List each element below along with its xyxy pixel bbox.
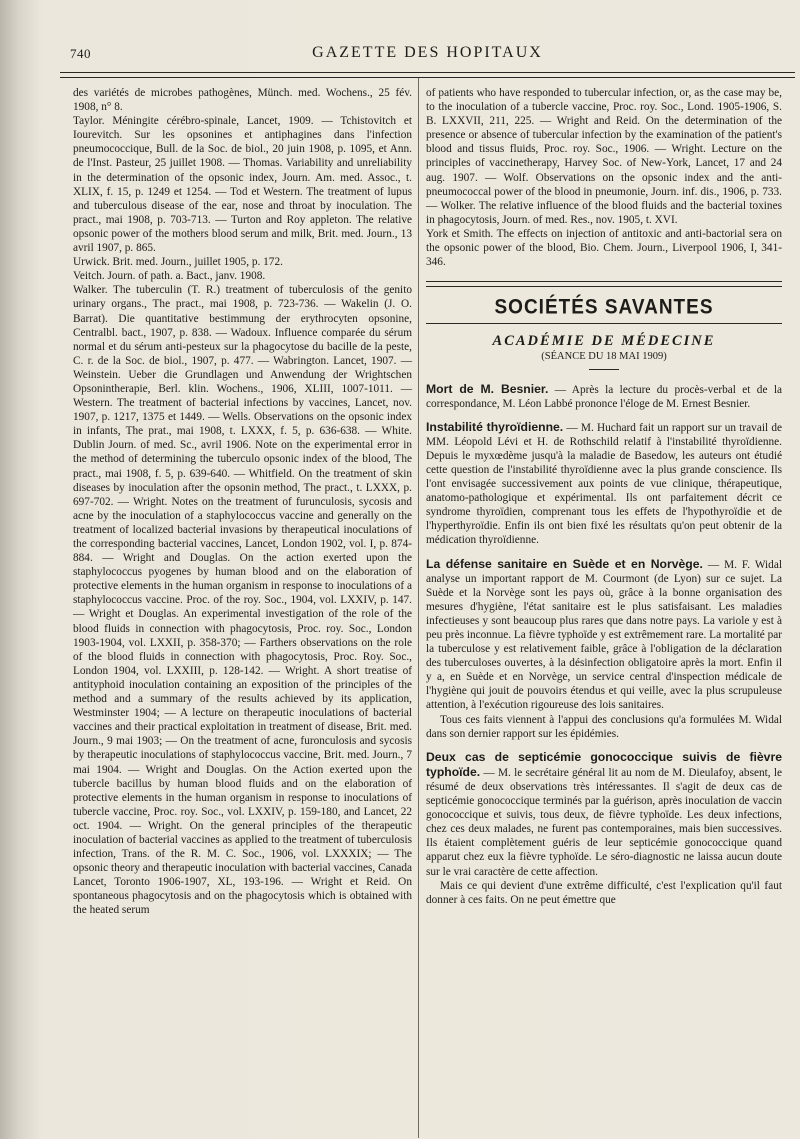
article-instabilite-thyroidienne (426, 420, 782, 548)
academy-title: ACADÉMIE DE MÉDECINE (492, 333, 716, 350)
left-column (73, 86, 412, 918)
reference-paragraph: of patients who have responded to tubercular infection, or, as the case may be, to the inoculation of a tubercle vaccine, Proc. roy. Soc., Lond. 1905-1906, S. B. LXXVII, 211, 225. — Wright and Reid. On the determination of the presence or absence of tubercular infection by the examination of the patient's blood and tissus fluids, Proc. roy. Soc., 1906. — Wright. Lecture on the principles of vaccinetherapy, Harvey Soc. of New-York, Lancet, 17 and 24 aug. 1907. — Wolf. Observations on the opsonic index and the anti-pneumococcal power of the blood in pneumonie, Journ. inf. dis., 1906, p. 733. — Wolker. The relative influence of the blood fluids and the bacterial toxines in phagocytosis, Journ. of med. Res., nov. 1905, t. XVI. (426, 87, 782, 226)
header-rule (60, 72, 795, 78)
journal-title: GAZETTE DES HOPITAUX (312, 44, 543, 61)
reference-paragraph: York et Smith. The effects on injection of antitoxic and anti-bactorial sera on the opsonic power of the blood, Bio. Chem. Journ., Liverpool 1906, I, 341-346. (426, 227, 782, 269)
article-mort-besnier (426, 382, 782, 411)
reference-paragraph: Urwick. Brit. med. Journ., juillet 1905, p. 172. (73, 256, 283, 269)
reference-paragraph: Walker. The tuberculin (T. R.) treatment of tuberculosis of the genito urinary organs., The pract., mai 1908, p. 723-736. — Wakelin (J. O. Barrat). Die quantitative bestimmung der erythrocyten opsonine, Centralbl. bact., 1907, p. 838. — Wadoux. Influence comparée du sérum normal et du sérum anti-pesteux sur la phagocytose du bacille de la peste, C. r. de la Soc. de biol., 1907, p. 477. — Wabrington. Lancet, 1907. — Weinstein. Ueber die Grundlagen und Anwendung der Wrightschen Opsonintherapie, Berl. klin. Wochens., 1906, XLIII, 1007-1011. — Western. The treatment of bacterial infections by vaccines, Lancet, nov. 1907, p. 1217, 1375 et 1449. — Wells. Observations on the opsonic index in infants, The prat., mai 1908, t. LXXX, f. 5, p. 636-638. — White. Dublin Journ. of med. Sc., avril 1906. Note on the experimental error in the method of determining the tuberculo opsonic index of the blood, The pract., mai 1908, f. 5, p. 639-640. — Whitfield. On the treatment of skin diseases by inoculation after the opsonin method, The pract., t. LXXX, p. 697-702. — Wright. Notes on the treatment of furunculosis, sycosis and acne by the inoculation of a staphylococcus vaccine and generally on the treatment of localized bacterial invasions by therapeutical inoculations of the corresponding bacterial vaccines, Lancet, London 1902, vol. I, p. 874-884. — Wright and Douglas. On the action exerted upon the staphylococcus pyogenes by human blood and on the elaboration of protective elements in the human organism in response to inoculations of a staphylococcus vaccine. Proc. of the roy. Soc., 1904, vol. LXXIV, p. 147. — Wright et Douglas. An experimental investigation of the role of the blood fluids in connection with phagocytosis, Proc. roy. Soc., London 1903-1904, vol. LXXII, p. 358-370; — Farthers observations on the role of the blood fluids in connection with phagocytosis, Proc. Roy. Soc., London 1904, vol. LXXIII, p. 128-142. — Wright. A short treatise of antityphoid inoculation containing an exposition of the principles of the method and a summary of the results achieved by its application, Westminster 1904; — A lecture on therapeutic inoculations of bacterial vaccines and their practical exploitation in treatment of disease, Brit. med. Journ., 9 mai 1903; — On the treatment of acne, furonculosis and sycosis by therapeutic inoculations of staphylococcus vaccine, Brit. med. Journ., 7 mai 1904. — Wright and Douglas. On the Action exerted upon the tubercle bacillus by human blood fluids and on the elaboration of protective elements in the human organism in response to inoculations of tubercle vaccine, Proc. roy. Soc., vol. LXXIV, p. 159-180, and Lancet, 22 oct. 1904. — Wright. On the general principles of the therapeutic inoculation of bacterial vaccines as applied to the treatment of tuberculosis infection, Trans. of the R. M. C. Soc., 1906, vol. LXXXIX; — The opsonic theory and therapeutic inoculation with bacterial vaccines, Canada Lancet, Toronto 1906-1907, XL, 193-196. — Wright et Reid. On spontaneous phagocytosis and on the phagocytosis which is obtained with the heated serum (73, 284, 412, 917)
page-number: 740 (70, 46, 91, 61)
short-rule (589, 369, 619, 370)
article-title: Mort de M. Besnier. (426, 381, 549, 396)
article-text: Mais ce qui devient d'une extrême difficulté, c'est l'explication qu'il faut donner à ces faits. On ne peut émettre que (426, 879, 782, 906)
article-text: — Après la lecture du procès-verbal et de la correspondance, M. Léon Labbé prononce l'éloge de M. Ernest Besnier. (426, 383, 782, 410)
article-title: Deux cas de septicémie gonococcique suivis de fièvre typhoïde. (426, 749, 782, 779)
article-defense-sanitaire (426, 557, 782, 741)
article-text: — M. le secrétaire général lit au nom de M. Dieulafoy, absent, le résumé de deux observations très intéressantes. Il s'agit de deux cas de septicémie gonococcique terminés par la guérison, après inoculation de vaccin gonococcique et suivis, tous deux, de fièvre typhoïde. Les deux infections, chez ces deux malades, ne furent pas contemporaines, mais bien successives. Ils étaient complètement guéris de leur septicémie gonococcique quand apparut chez eux la fièvre typhoïde. Le séro-diagnostic ne laissa aucun doute sur le vrai caractère de cette affection. (426, 766, 782, 878)
reference-paragraph: des variétés de microbes pathogènes, Münch. med. Wochens., 25 fév. 1908, n° 8. (73, 87, 412, 114)
reference-paragraph: Taylor. Méningite cérébro-spinale, Lancet, 1909. — Tchistovitch et Iourevitch. Sur les opsonines et antiphagines dans l'infection pneumococcique, Bull. de la Soc. de biol., 20 juin 1908, p. 1095, et Ann. de l'Inst. Pasteur, 25 juillet 1908. — Thomas. Variability and unreliability in the determination of the opsonic index, Journ. Am. med. Assoc., t. XLIX, f. 15, p. 1249 et 1254. — Tod et Western. The treatment of lupus and tuberculous disease of the ear, nose and throat by inoculation. The pract., mai 1908, p. 703-713. — Turton and Roy appleton. The relative opsonic power of the mothers blood serum and milk, Brit. med. Journ., 13 avril 1907, p. 865. (73, 115, 412, 255)
session-date: (SÉANCE DU 18 MAI 1909) (541, 351, 667, 363)
page-header (60, 42, 795, 66)
reference-list (426, 86, 782, 269)
article-title: Instabilité thyroïdienne. (426, 419, 564, 434)
section-rule (426, 281, 782, 287)
section-title: SOCIÉTÉS SAVANTES (494, 296, 714, 320)
article-title: La défense sanitaire en Suède et en Norvège. (426, 556, 703, 571)
reference-paragraph: Veitch. Journ. of path. a. Bact., janv. 1908. (73, 270, 266, 283)
article-text: — M. F. Widal analyse un important rapport de M. Courmont (de Lyon) sur ce sujet. La Suède et la Norvège sont les pays où, grâce à la bonne organisation des mesures d'hygiène, l'état sanitaire est le plus satisfaisant. Les maladies infectieuses y sont beaucoup plus rares que dans notre pays. La variole y est à peu près inconnue. La fièvre typhoïde y est extrêmement rare. La mortalité par la tuberculose y est relativement faible, grâce à l'obligation de la déclaration des tuberculoses ouvertes, à la désinfection obligatoire après la mort. Enfin il y a, en Suède et en Norvège, un service central d'inspection médicale de l'hygiène qui jouit de pouvoirs étendus et qui veille, avec la plus scrupuleuse attention, à l'exécution rigoureuse des lois sanitaires. (426, 558, 782, 712)
article-septicemie-gonococcique (426, 750, 782, 907)
column-divider (418, 78, 419, 1138)
article-text: Tous ces faits viennent à l'appui des conclusions qu'a formulées M. Widal dans son dernier rapport sur les épidémies. (426, 713, 782, 740)
right-column (426, 86, 782, 916)
article-text: — M. Huchard fait un rapport sur un travail de MM. Léopold Lévi et H. de Rothschild relatif à l'instabilité thyroïdienne. Depuis le myxœdème jusqu'à la maladie de Basedow, les auteurs ont étudié cette question de l'instabilité thyroïdienne avec la plus grande conscience. Ils l'ont envisagée successivement aux points de vue clinique, thérapeutique, anatomo-pathologique et expérimental. Ils ont parfaitement décrit ce syndrome thyroïdien, comprenant tous les effets de l'hypothyroïdie et de l'hyperthyroïdie. Enfin ils ont bien fixé les résultats qu'on peut obtenir de la médication thyroïdienne. (426, 421, 782, 547)
thin-rule (426, 323, 782, 324)
